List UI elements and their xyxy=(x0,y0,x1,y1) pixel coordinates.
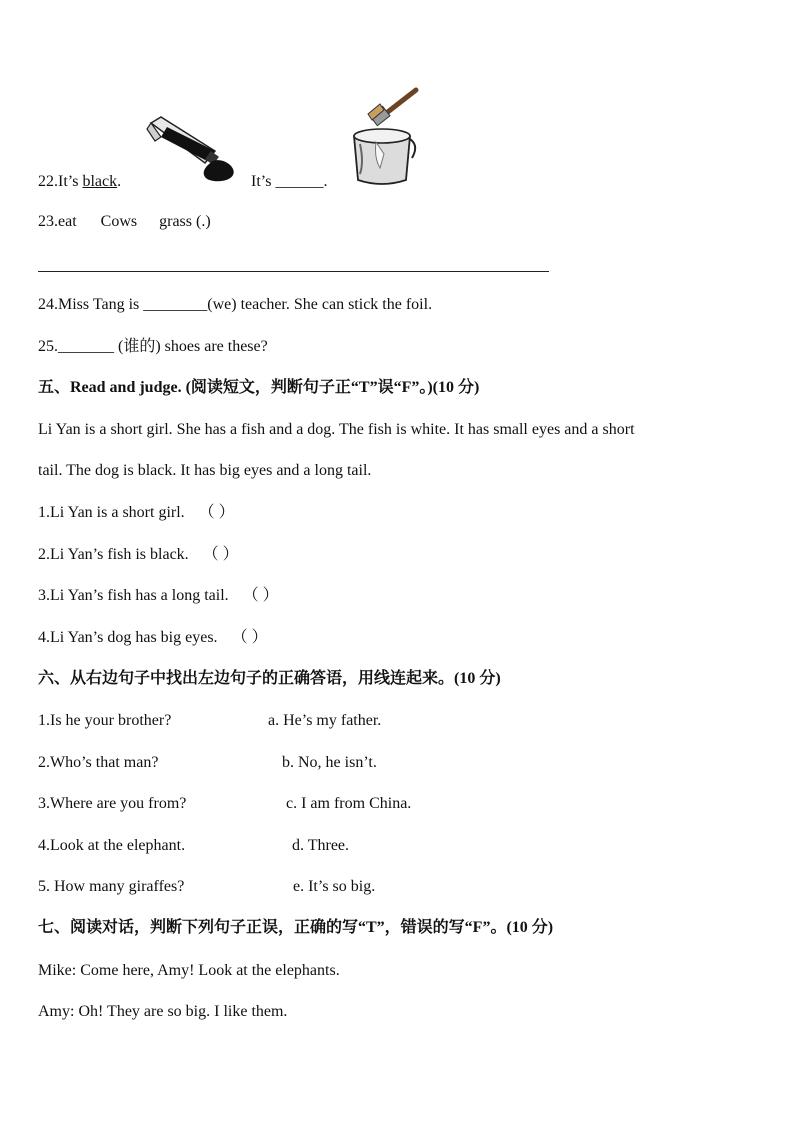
section-5-passage-line-1: Li Yan is a short girl. She has a fish and a dog. The fish is white. It has small eyes and a short xyxy=(38,421,635,438)
match-right-item: a. He’s my father. xyxy=(268,712,382,729)
q23-word-1: eat xyxy=(58,213,77,230)
judge-item-text: 4.Li Yan’s dog has big eyes. xyxy=(38,629,218,646)
match-left-item: 3.Where are you from? xyxy=(38,795,187,812)
q22-underlined-word: black xyxy=(82,173,118,190)
paint-tube-image xyxy=(145,115,241,185)
section-6-title: 六、从右边句子中找出左边句子的正确答语，用线连起来。(10 分) xyxy=(38,670,501,687)
section-5-title: 五、Read and judge. (阅读短文，判断句子正“T”误“F”。)(10 分) xyxy=(38,379,480,396)
q24-text: Miss Tang is ________(we) teacher. She can stick the foil. xyxy=(58,296,433,313)
q22-answer-line: It’s ______. xyxy=(251,173,328,190)
judge-item xyxy=(38,628,268,648)
match-left-item: 1.Is he your brother? xyxy=(38,712,172,729)
paint-bucket-image xyxy=(346,84,430,190)
question-22 xyxy=(38,172,121,192)
judge-item xyxy=(38,586,279,606)
question-22-blank xyxy=(251,172,327,192)
q22-text-start: It’s xyxy=(58,173,83,190)
q24-number: 24. xyxy=(38,296,58,313)
question-25 xyxy=(38,337,268,357)
dialogue-line-mike: Mike: Come here, Amy! Look at the elephants. xyxy=(38,962,340,979)
q23-word-3: grass (.) xyxy=(159,213,211,230)
q23-number: 23. xyxy=(38,213,58,230)
question-23 xyxy=(38,212,211,232)
q23-word-2: Cows xyxy=(100,213,138,230)
question-24 xyxy=(38,295,432,315)
dialogue-line-amy: Amy: Oh! They are so big. I like them. xyxy=(38,1003,288,1020)
judge-item-bracket[interactable]: （ ） xyxy=(198,504,235,521)
judge-item-bracket[interactable]: （ ） xyxy=(242,587,279,604)
section-5-passage-line-2: tail. The dog is black. It has big eyes and a long tail. xyxy=(38,462,372,479)
match-right-item: d. Three. xyxy=(292,837,350,854)
match-right-item: c. I am from China. xyxy=(286,795,412,812)
judge-item-text: 3.Li Yan’s fish has a long tail. xyxy=(38,587,229,604)
judge-item xyxy=(38,503,235,523)
judge-item xyxy=(38,545,239,565)
judge-item-bracket[interactable]: （ ） xyxy=(202,546,239,563)
match-left-item: 4.Look at the elephant. xyxy=(38,837,186,854)
judge-item-bracket[interactable]: （ ） xyxy=(231,629,268,646)
match-left-item: 5. How many giraffes? xyxy=(38,878,185,895)
match-right-item: b. No, he isn’t. xyxy=(282,754,377,771)
q22-period: . xyxy=(117,173,122,190)
q22-number: 22. xyxy=(38,173,58,190)
q25-number: 25. xyxy=(38,338,58,355)
match-left-item: 2.Who’s that man? xyxy=(38,754,159,771)
judge-item-text: 2.Li Yan’s fish is black. xyxy=(38,546,189,563)
judge-item-text: 1.Li Yan is a short girl. xyxy=(38,504,185,521)
q23-answer-rule xyxy=(38,271,549,272)
section-7-title: 七、阅读对话，判断下列句子正误，正确的写“T”，错误的写“F”。(10 分) xyxy=(38,919,554,936)
match-right-item: e. It’s so big. xyxy=(293,878,376,895)
q25-text: _______ (谁的) shoes are these? xyxy=(58,338,268,355)
